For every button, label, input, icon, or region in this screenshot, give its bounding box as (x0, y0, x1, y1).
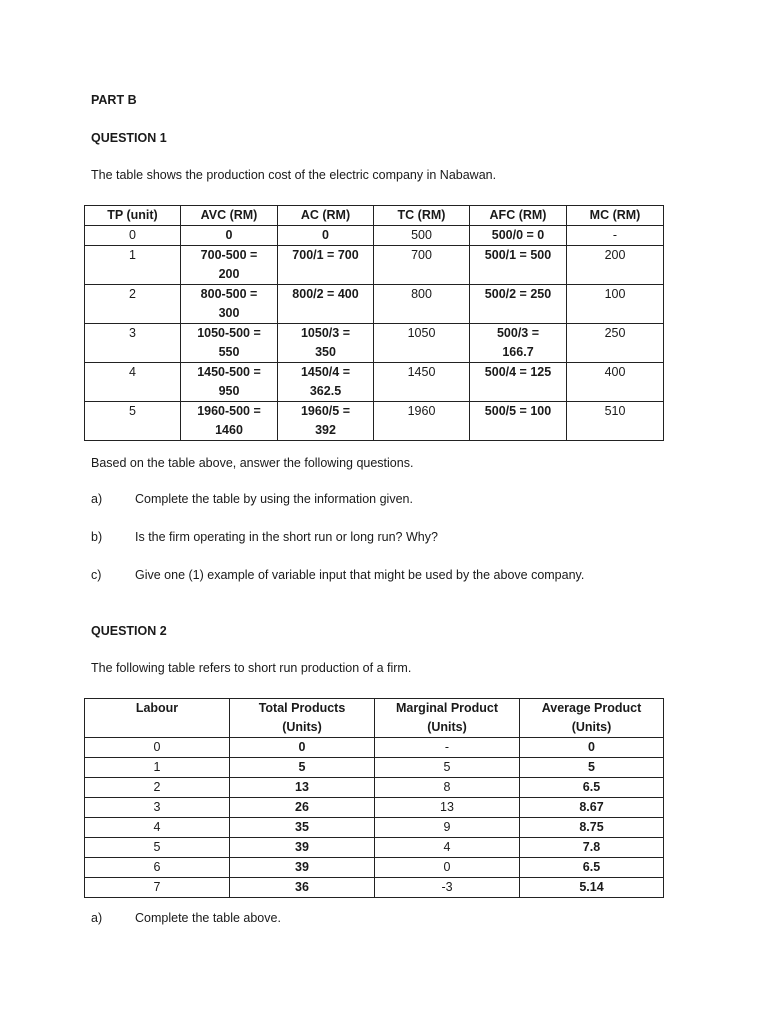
cell-line: 700/1 = 700 (292, 248, 359, 262)
header-labour (85, 699, 230, 738)
cell-line: 1450-500 = (197, 365, 261, 379)
question-item (91, 492, 413, 506)
cell-average-product: 5.14 (520, 878, 664, 898)
header-line: (Units) (571, 720, 612, 734)
cell-ac (278, 363, 374, 402)
cell-tc: 1450 (374, 363, 470, 402)
cell-total-products: 36 (230, 878, 375, 898)
cell-tc: 700 (374, 246, 470, 285)
cell-afc (470, 402, 567, 441)
question-item (91, 911, 281, 925)
cell-marginal-product: 9 (375, 818, 520, 838)
question-2-intro: The following table refers to short run production of a firm. (91, 661, 412, 675)
table-row (85, 878, 664, 898)
cell-line: 500/0 = 0 (491, 228, 545, 242)
cell-average-product: 5 (520, 758, 664, 778)
header-line: (Units) (427, 720, 467, 734)
header-line: Marginal Product (395, 701, 499, 715)
cell-mc: 400 (567, 363, 664, 402)
table-row (85, 778, 664, 798)
cell-avc (181, 285, 278, 324)
cell-marginal-product: 4 (375, 838, 520, 858)
header-tc: TC (RM) (374, 206, 470, 226)
cell-line: 800/2 = 400 (292, 287, 359, 301)
cell-line: 500/1 = 500 (484, 248, 552, 262)
table-row (85, 838, 664, 858)
header-line: Average Product (541, 701, 642, 715)
cell-tc: 1050 (374, 324, 470, 363)
question-text: Complete the table above. (135, 911, 281, 925)
question-text: Give one (1) example of variable input that might be used by the above company. (135, 568, 585, 582)
cell-line: 950 (218, 384, 240, 398)
cell-average-product: 6.5 (520, 778, 664, 798)
header-ac: AC (RM) (278, 206, 374, 226)
cell-average-product: 0 (520, 738, 664, 758)
table-row (85, 858, 664, 878)
cell-line: 500/3 = (496, 326, 540, 340)
cell-afc (470, 324, 567, 363)
cell-labour: 1 (85, 758, 230, 778)
cell-line: 1050-500 = (197, 326, 261, 340)
cell-total-products: 13 (230, 778, 375, 798)
cell-line: 700-500 = (200, 248, 258, 262)
cell-labour: 2 (85, 778, 230, 798)
question-item (91, 568, 584, 582)
question-1-heading: QUESTION 1 (91, 131, 167, 145)
cell-line: 300 (218, 306, 240, 320)
cell-marginal-product: 8 (375, 778, 520, 798)
header-marginal-product (375, 699, 520, 738)
table-row (85, 738, 664, 758)
cell-marginal-product: 5 (375, 758, 520, 778)
cell-afc (470, 246, 567, 285)
cell-line: 1460 (215, 423, 243, 437)
cell-line: 362.5 (309, 384, 342, 398)
cell-average-product: 6.5 (520, 858, 664, 878)
cell-mc: - (567, 226, 664, 246)
cell-total-products: 5 (230, 758, 375, 778)
question-text: Complete the table by using the information given. (135, 492, 413, 506)
cell-labour: 0 (85, 738, 230, 758)
cell-tp: 3 (85, 324, 181, 363)
instruction-text: Based on the table above, answer the following questions. (91, 456, 414, 470)
cell-line: 500/2 = 250 (484, 287, 552, 301)
short-run-production-table (84, 698, 664, 898)
cell-tc: 500 (374, 226, 470, 246)
cell-line: 392 (315, 423, 336, 437)
header-tp: TP (unit) (85, 206, 181, 226)
header-mc: MC (RM) (567, 206, 664, 226)
cell-total-products: 35 (230, 818, 375, 838)
cell-afc (470, 285, 567, 324)
cell-line: 0 (322, 228, 329, 242)
cell-avc (181, 324, 278, 363)
cell-labour: 6 (85, 858, 230, 878)
cell-tp: 2 (85, 285, 181, 324)
cell-labour: 5 (85, 838, 230, 858)
part-heading: PART B (91, 93, 137, 107)
cell-marginal-product: -3 (375, 878, 520, 898)
cell-marginal-product: 13 (375, 798, 520, 818)
table-row (85, 798, 664, 818)
header-avc: AVC (RM) (181, 206, 278, 226)
cell-mc: 510 (567, 402, 664, 441)
table-row (85, 246, 664, 285)
question-1-intro: The table shows the production cost of the electric company in Nabawan. (91, 168, 497, 182)
cell-line: 1960-500 = (197, 404, 261, 418)
header-line: (Units) (282, 720, 322, 734)
cell-ac (278, 285, 374, 324)
cell-average-product: 8.75 (520, 818, 664, 838)
cell-line: 350 (315, 345, 336, 359)
table-row (85, 363, 664, 402)
question-label: a) (91, 911, 103, 925)
cell-labour: 4 (85, 818, 230, 838)
table-row (85, 402, 664, 441)
table-row (85, 758, 664, 778)
cell-average-product: 7.8 (520, 838, 664, 858)
cell-line: 0 (225, 228, 233, 242)
table-header-row (85, 206, 664, 226)
cell-line: 1960/5 = (300, 404, 350, 418)
cell-line: 1050/3 = (300, 326, 350, 340)
cell-total-products: 0 (230, 738, 375, 758)
table-row (85, 324, 664, 363)
cell-total-products: 39 (230, 858, 375, 878)
question-label: c) (91, 568, 102, 582)
header-average-product (520, 699, 664, 738)
header-total-products (230, 699, 375, 738)
cell-afc (470, 226, 567, 246)
cell-mc: 100 (567, 285, 664, 324)
cell-line: 200 (218, 267, 240, 281)
cell-labour: 3 (85, 798, 230, 818)
cell-line: 500/4 = 125 (484, 365, 552, 379)
table-row (85, 818, 664, 838)
cell-line: 800-500 = (200, 287, 258, 301)
cell-ac (278, 402, 374, 441)
cell-marginal-product: - (375, 738, 520, 758)
question-item (91, 530, 438, 544)
question-2-heading: QUESTION 2 (91, 624, 167, 638)
cell-tc: 1960 (374, 402, 470, 441)
cell-avc (181, 402, 278, 441)
cell-tp: 5 (85, 402, 181, 441)
cell-tp: 1 (85, 246, 181, 285)
cell-ac (278, 226, 374, 246)
header-line: Total Products (258, 701, 346, 715)
header-afc: AFC (RM) (470, 206, 567, 226)
cell-ac (278, 246, 374, 285)
cell-tc: 800 (374, 285, 470, 324)
table-header-row (85, 699, 664, 738)
cell-mc: 200 (567, 246, 664, 285)
cell-afc (470, 363, 567, 402)
table-row (85, 226, 664, 246)
cell-total-products: 26 (230, 798, 375, 818)
cell-labour: 7 (85, 878, 230, 898)
table-row (85, 285, 664, 324)
cell-line: 550 (218, 345, 240, 359)
cell-mc: 250 (567, 324, 664, 363)
cell-line: 500/5 = 100 (484, 404, 552, 418)
question-label: b) (91, 530, 103, 544)
cell-average-product: 8.67 (520, 798, 664, 818)
header-line: Labour (135, 701, 179, 715)
cell-avc (181, 363, 278, 402)
production-cost-table (84, 205, 664, 441)
cell-tp: 4 (85, 363, 181, 402)
cell-ac (278, 324, 374, 363)
cell-avc (181, 246, 278, 285)
cell-tp: 0 (85, 226, 181, 246)
cell-line: 1450/4 = (300, 365, 350, 379)
cell-marginal-product: 0 (375, 858, 520, 878)
cell-total-products: 39 (230, 838, 375, 858)
question-text: Is the firm operating in the short run or long run? Why? (135, 530, 438, 544)
cell-avc (181, 226, 278, 246)
question-label: a) (91, 492, 103, 506)
cell-line: 166.7 (502, 345, 534, 359)
